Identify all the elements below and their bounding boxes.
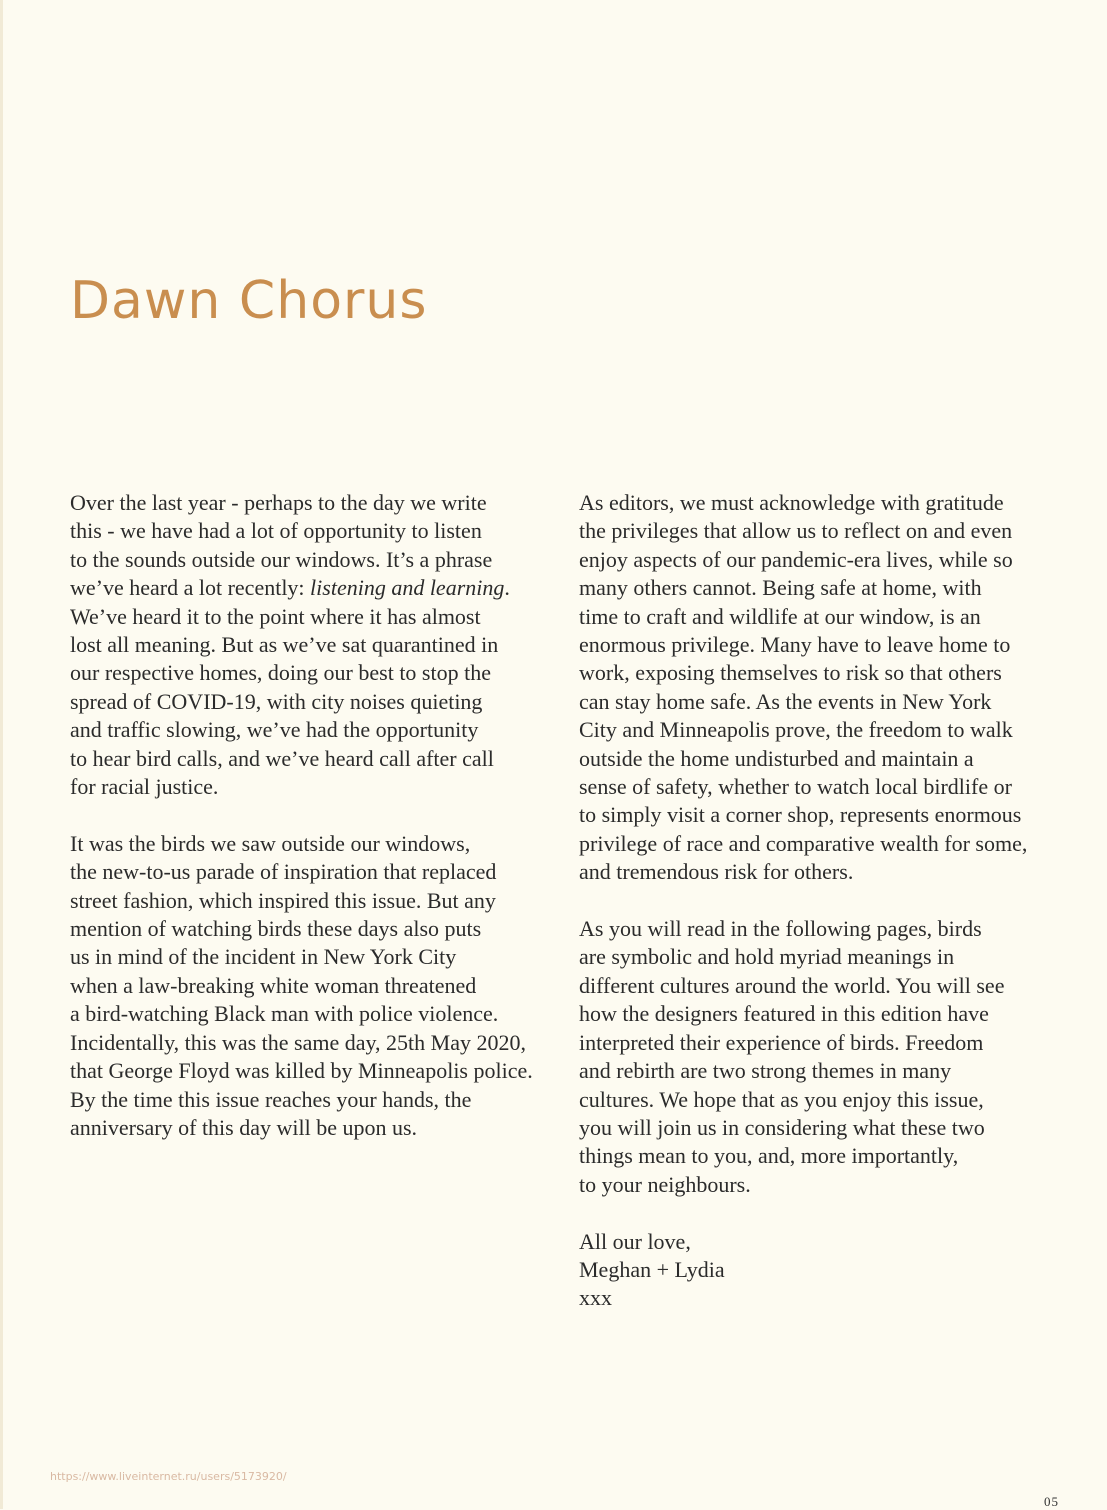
text-line: By the time this issue reaches your hands, the <box>70 1086 472 1112</box>
signoff-greeting: All our love, <box>579 1228 691 1254</box>
italic-phrase: listening and learning <box>310 575 505 601</box>
text-line: you will join us in considering what these two <box>579 1114 985 1140</box>
text-line: We’ve heard it to the point where it has almost <box>70 603 481 629</box>
text-line: It was the birds we saw outside our windows, <box>70 830 471 856</box>
text-line: are symbolic and hold myriad meanings in <box>579 944 955 970</box>
text-line: this - we have had a lot of opportunity to listen <box>70 518 482 544</box>
paragraph-gap <box>579 1199 1059 1227</box>
text-line: Incidentally, this was the same day, 25th May 2020, <box>70 1029 526 1055</box>
page-title: Dawn Chorus <box>70 271 428 331</box>
text-line: enormous privilege. Many have to leave home to <box>579 632 1011 658</box>
paragraph-gap <box>579 887 1059 915</box>
signoff-names: Meghan + Lydia <box>579 1256 725 1282</box>
text-line: a bird-watching Black man with police violence. <box>70 1001 499 1027</box>
text-line: things mean to you, and, more importantly, <box>579 1143 959 1169</box>
text-line: time to craft and wildlife at our window, is an <box>579 603 981 629</box>
signoff-kisses: xxx <box>579 1285 612 1311</box>
text-line: anniversary of this day will be upon us. <box>70 1114 418 1140</box>
page-edge <box>0 0 3 1509</box>
text-line: that George Floyd was killed by Minneapolis police. <box>70 1058 533 1084</box>
left-paragraph-2 <box>70 830 550 1142</box>
page-number: 05 <box>1044 1494 1059 1509</box>
text-line: cultures. We hope that as you enjoy this issue, <box>579 1086 984 1112</box>
text-line: for racial justice. <box>70 774 219 800</box>
text-run: . <box>504 575 510 601</box>
text-line: to the sounds outside our windows. It’s a phrase <box>70 546 493 572</box>
text-line: when a law-breaking white woman threatened <box>70 972 477 998</box>
text-line: and rebirth are two strong themes in many <box>579 1058 952 1084</box>
text-run: we’ve heard a lot recently: <box>70 575 311 601</box>
text-line: to your neighbours. <box>579 1171 751 1197</box>
text-line: City and Minneapolis prove, the freedom to walk <box>579 717 1013 743</box>
signoff <box>579 1228 1059 1313</box>
text-line: work, exposing themselves to risk so that others <box>579 660 1002 686</box>
left-paragraph-1 <box>70 489 550 801</box>
text-line: to hear bird calls, and we’ve heard call after call <box>70 745 494 771</box>
right-column <box>579 489 1059 1313</box>
paragraph-gap <box>70 801 550 829</box>
text-line: mention of watching birds these days also puts <box>70 916 482 942</box>
text-line: sense of safety, whether to watch local birdlife or <box>579 774 1012 800</box>
text-line: our respective homes, doing our best to stop the <box>70 660 491 686</box>
text-line: As you will read in the following pages, birds <box>579 916 982 942</box>
text-line: Over the last year - perhaps to the day we write <box>70 490 487 515</box>
text-line: and tremendous risk for others. <box>579 859 854 885</box>
text-line: can stay home safe. As the events in New York <box>579 688 992 714</box>
text-line: As editors, we must acknowledge with gratitude <box>579 490 1004 515</box>
source-url: https://www.liveinternet.ru/users/5173920/ <box>50 1470 287 1483</box>
right-paragraph-2 <box>579 915 1059 1199</box>
text-line: enjoy aspects of our pandemic-era lives, while so <box>579 546 1013 572</box>
text-line <box>70 574 550 602</box>
text-line: to simply visit a corner shop, represents enormous <box>579 802 1022 828</box>
text-line: the privileges that allow us to reflect on and even <box>579 518 1013 544</box>
text-line: interpreted their experience of birds. Freedom <box>579 1029 984 1055</box>
text-line: us in mind of the incident in New York City <box>70 944 457 970</box>
text-line: lost all meaning. But as we’ve sat quarantined in <box>70 632 499 658</box>
text-line: different cultures around the world. You will see <box>579 972 1005 998</box>
text-line: many others cannot. Being safe at home, with <box>579 575 982 601</box>
text-line: and traffic slowing, we’ve had the opportunity <box>70 717 479 743</box>
left-column <box>70 489 550 1142</box>
text-line: spread of COVID-19, with city noises quieting <box>70 688 483 714</box>
text-line: outside the home undisturbed and maintain a <box>579 745 974 771</box>
right-paragraph-1 <box>579 489 1059 887</box>
text-line: privilege of race and comparative wealth for some, <box>579 830 1028 856</box>
text-line: street fashion, which inspired this issue. But any <box>70 887 496 913</box>
text-line: the new-to-us parade of inspiration that replaced <box>70 859 497 885</box>
text-line: how the designers featured in this edition have <box>579 1001 989 1027</box>
